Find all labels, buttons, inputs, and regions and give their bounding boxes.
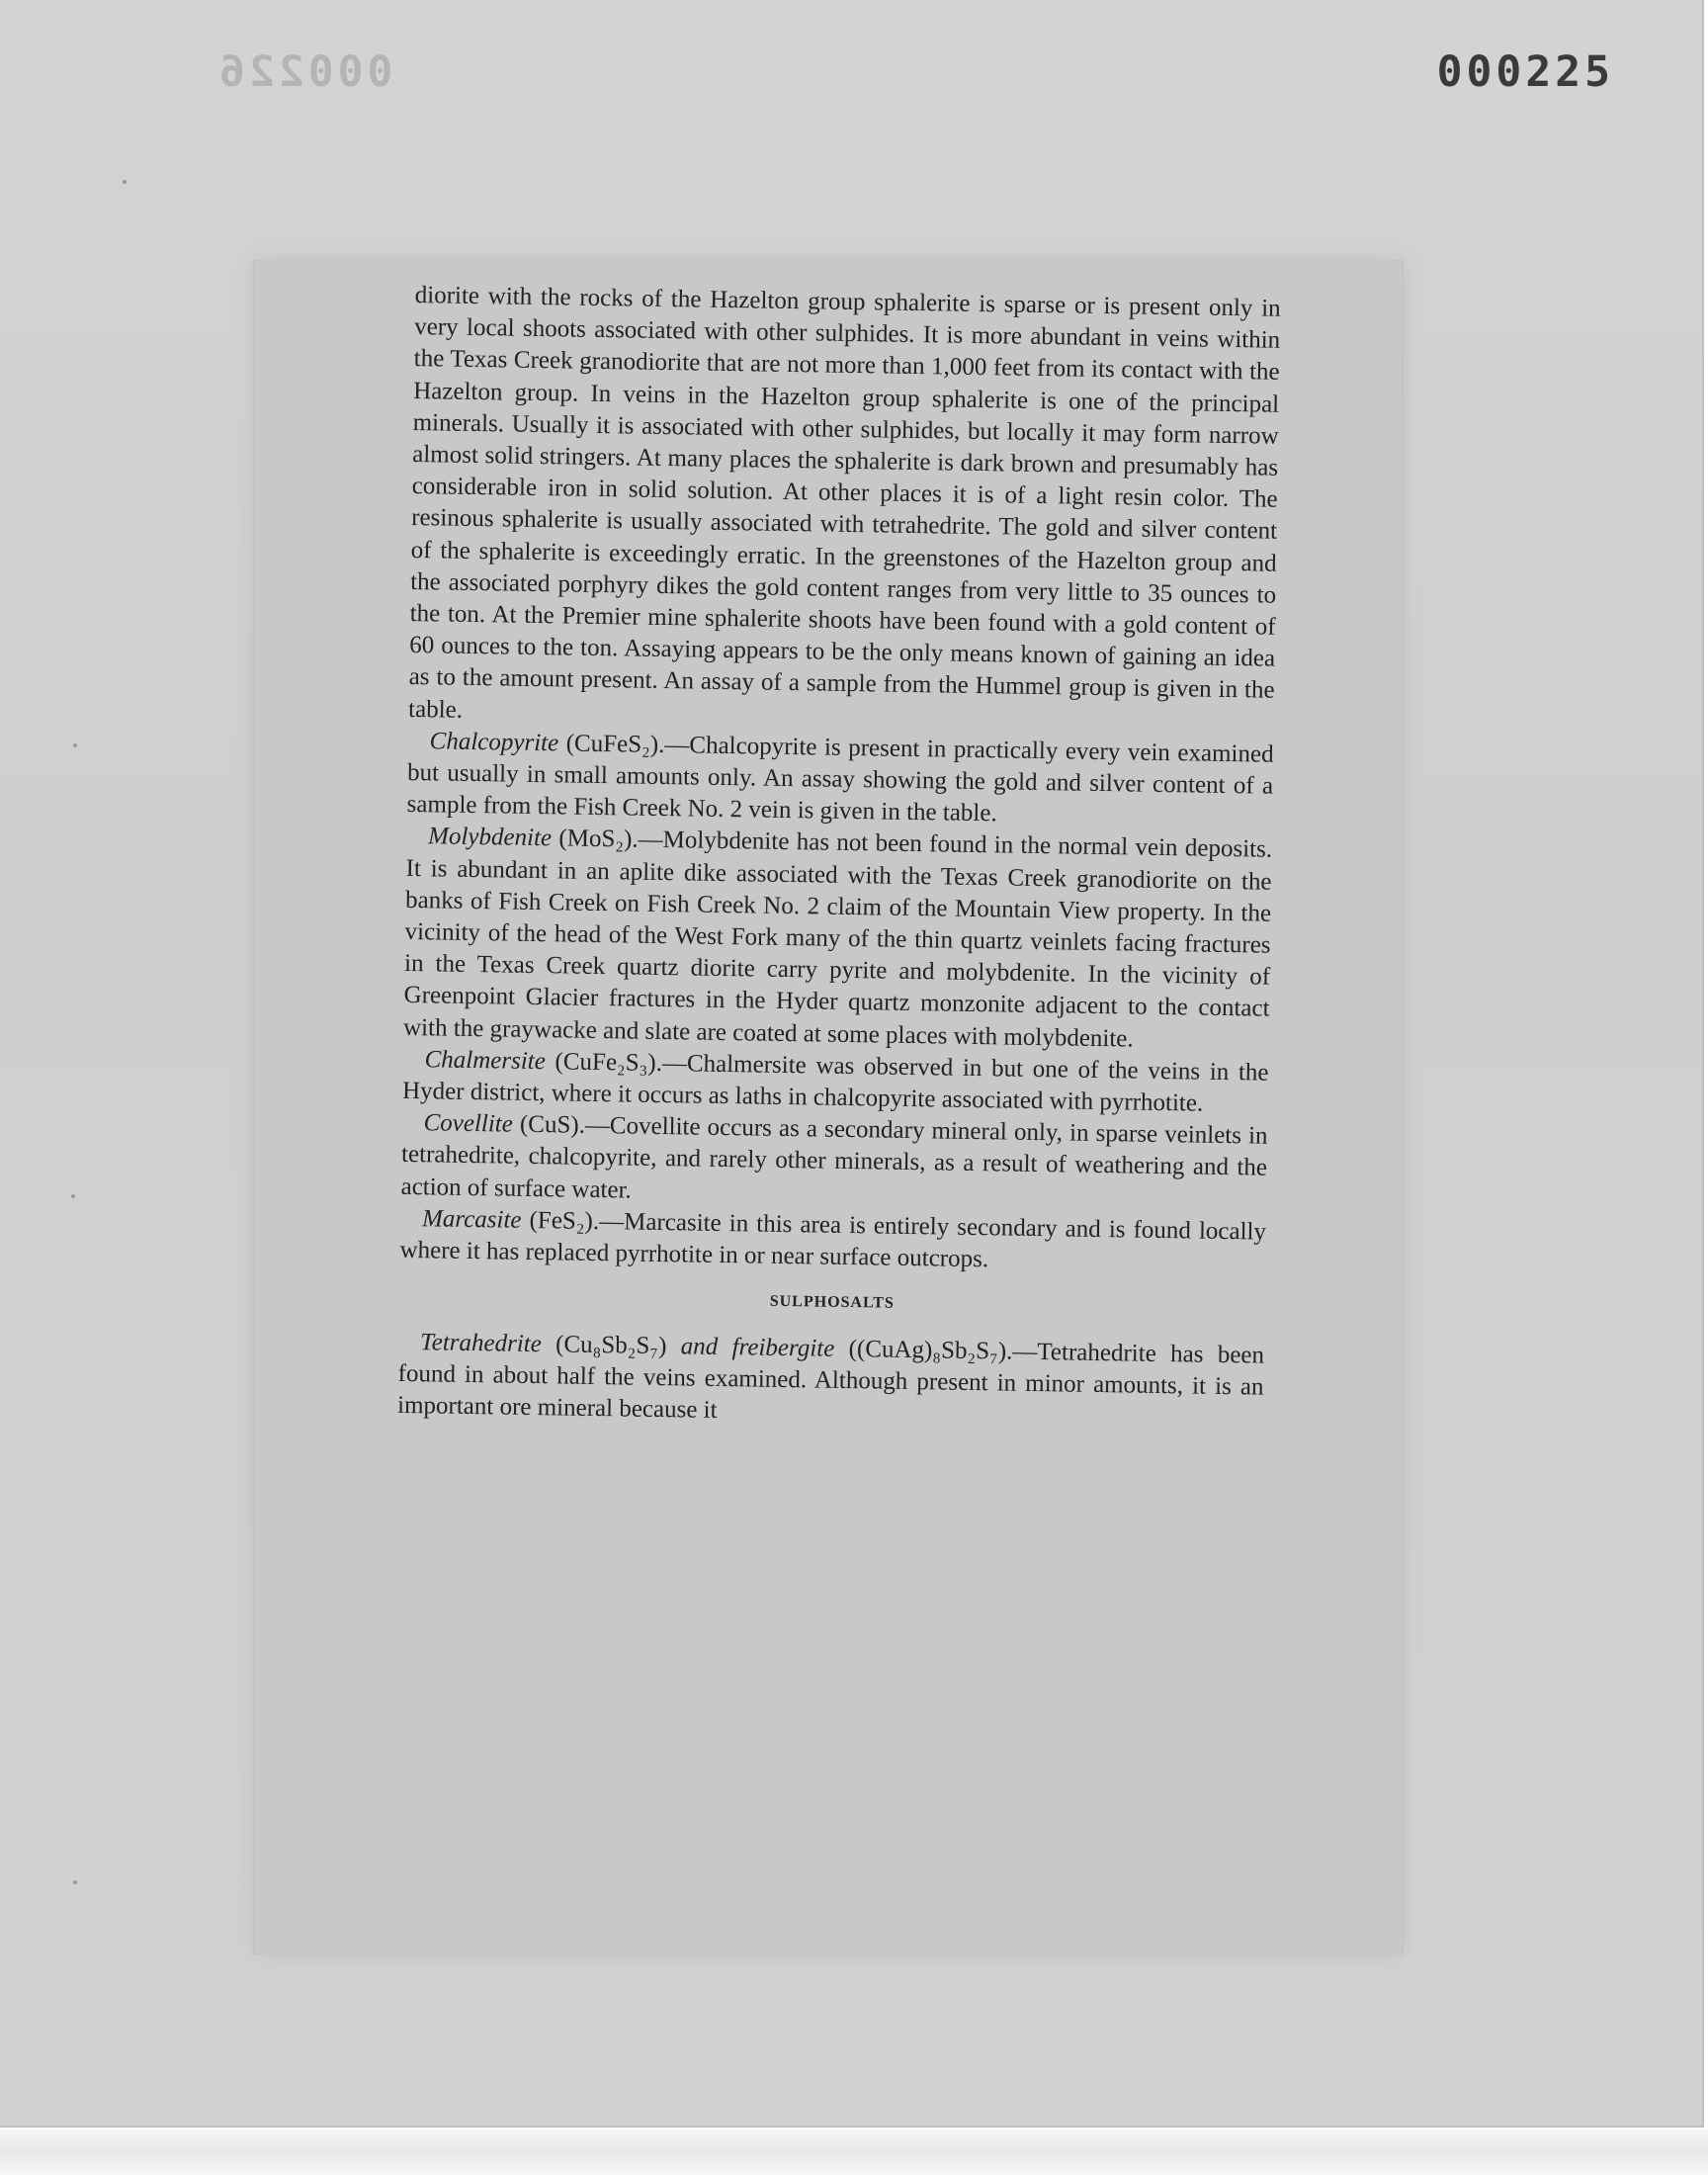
paragraph-text: .—Covellite occurs as a secondary mineral only, in sparse veinlets in tetrahedrite, chalcopyrite, and rarely other minerals, as a result of weathering and the action of surface water. bbox=[400, 1111, 1268, 1204]
tetrahedrite-paragraph bbox=[397, 1326, 1264, 1435]
chalcopyrite-paragraph bbox=[406, 726, 1273, 834]
paragraph-text: .—Molybdenite has not been found in the normal vein deposits. It is abundant in an aplite dike associated with the Texas Creek granodiorite on the banks of Fish Creek on Fish Creek No. 2 claim of the Mountain View property. In the vicinity of the head of the West Fork many of the thin quartz veinlets facing fractures in the Texas Creek quartz diorite carry pyrite and molybdenite. In the vicinity of Greenpoint Glacier fractures in the Hyder quartz monzonite adjacent to the contact with the graywacke and slate are coated at some places with molybdenite. bbox=[402, 826, 1273, 1053]
document-page bbox=[255, 262, 1402, 1953]
scanner-bottom-strip bbox=[0, 2130, 1708, 2175]
mineral-formula: (CuFeS₂) bbox=[565, 730, 659, 758]
paragraph-text: .—Chalcopyrite is present in practically every vein examined but usually in small amounts only. An assay showing the gold and silver content of a sample from the Fish Creek No. 2 vein is given in the table. bbox=[406, 731, 1274, 827]
sphalerite-paragraph: diorite with the rocks of the Hazelton group sphalerite is sparse or is present only in very local shoots associated with other sulphides. It is more abundant in veins within the Texas Creek granodiorite that are not more than 1,000 feet from its contact with the Hazelton group. In veins in the Hazelton group sphalerite is one of the principal minerals. Usually it is associated with other sulphides, but locally it may form narrow almost solid stringers. At many places the sphalerite is dark brown and presumably has considerable iron in solid solution. At other places it is of a light resin color. The resinous sphalerite is usually associated with tetrahedrite. The gold and silver content of the sphalerite is exceedingly erratic. In the greenstones of the Hazelton group and the associated porphyry dikes the gold content ranges from very little to 35 ounces to the ton. At the Premier mine sphalerite shoots have been found with a gold content of 60 ounces to the ton. Assaying appears to be the only means known of gaining an idea as to the amount present. An assay of a sample from the Hummel group is given in the table. bbox=[407, 281, 1281, 724]
scan-speck bbox=[71, 1194, 75, 1198]
mineral-name: Molybdenite bbox=[427, 823, 553, 852]
scan-speck bbox=[123, 180, 127, 184]
mineral-name: Chalmersite bbox=[424, 1046, 547, 1076]
mineral-formula: (FeS₂) bbox=[529, 1206, 594, 1235]
mineral-name: Tetrahedrite bbox=[419, 1328, 543, 1357]
section-heading: SULPHOSALTS bbox=[769, 1293, 895, 1313]
mineral-formula: (MoS₂) bbox=[558, 825, 633, 853]
mineral-name: Covellite bbox=[423, 1109, 514, 1138]
molybdenite-paragraph bbox=[403, 821, 1272, 1057]
mineral-name: Marcasite bbox=[421, 1205, 522, 1234]
mineral-formula: (Cu₈Sb₂S₇) bbox=[555, 1330, 667, 1359]
mineral-name: Chalcopyrite bbox=[429, 728, 559, 757]
paragraph-text: .—Marcasite in this area is entirely secondary and is found locally where it has replaced pyrrhotite in or near surface outcrops. bbox=[399, 1207, 1267, 1273]
mineral-formula: (CuS) bbox=[519, 1111, 579, 1139]
mineral-formula: (CuFe₂S₃) bbox=[555, 1048, 656, 1077]
page-stamp-number: 000225 bbox=[1436, 47, 1614, 97]
scan-speck bbox=[73, 1880, 77, 1884]
paragraph-text: .—Tetrahedrite has been found in about half the veins examined. Although present in minor amounts, it is an important ore mineral because it bbox=[396, 1338, 1265, 1424]
mineral-formula: ((CuAg)₈Sb₂S₇) bbox=[848, 1335, 1007, 1365]
bleed-through-stamp-number: 000226 bbox=[215, 47, 393, 97]
page-text bbox=[397, 280, 1281, 1436]
paragraph-text: .—Chalmersite was observed in but one of the veins in the Hyder district, where it occurs as laths in chalcopyrite associated with pyrrhotite. bbox=[401, 1049, 1269, 1117]
covellite-paragraph bbox=[400, 1107, 1267, 1216]
marcasite-paragraph bbox=[399, 1203, 1266, 1280]
mineral-name-connector: and freibergite bbox=[680, 1332, 835, 1362]
scan-speck bbox=[73, 743, 77, 747]
